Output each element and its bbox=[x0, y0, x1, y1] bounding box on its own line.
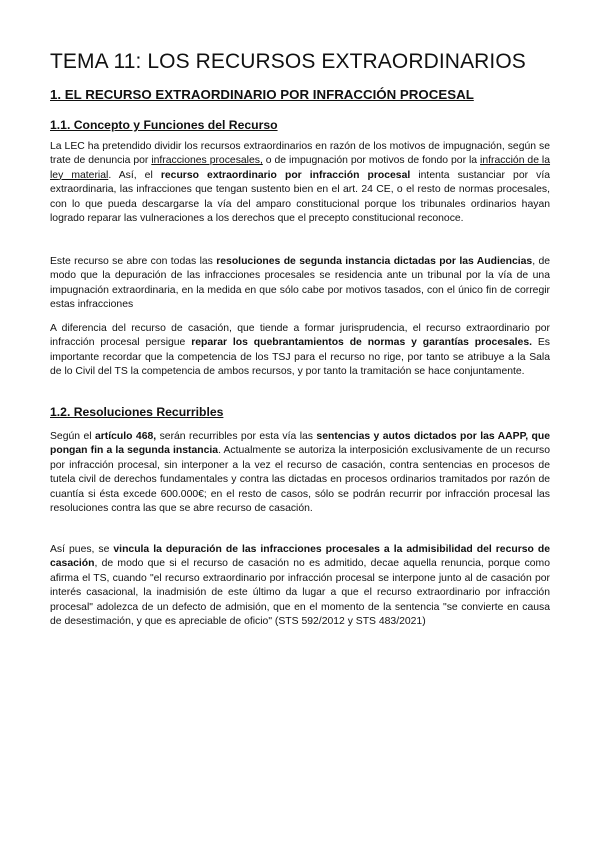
bold-term: reparar los quebrantamientos de normas y garantías procesales. bbox=[191, 337, 532, 349]
bold-term: vincula la depuración de las infracciones procesales a la admisibilidad del recurso de casación bbox=[50, 544, 550, 570]
bold-term: recurso extraordinario por infracción procesal bbox=[160, 169, 411, 181]
paragraph-2: Este recurso se abre con todas las resoluciones de segunda instancia dictadas por las Audiencias, de modo que la depuración de las infracciones procesales se residencia ante un tribunal por la vía de una impugnación extraordinaria, en la medida en que sólo cabe por motivos tasados, con el único fin de corregir estas infracciones bbox=[50, 256, 550, 311]
subsection-1-2-heading: 1.2. Resoluciones Recurribles bbox=[50, 405, 224, 419]
paragraph-5: Así pues, se vincula la depuración de las infracciones procesales a la admisibilidad del recurso de casación, de modo que si el recurso de casación no es admitido, decae aquella renuncia, porque como afirma el TS, cuando "el recurso extraordinario por infracción procesal se interpone junto al de casación por interés casacional, la inadmisión de este último da lugar a que el recurso extraordinario por infracción procesal" adolezca de un defecto de admisión, que en el momento de la sentencia "se convierte en causa de desestimación, y que es apreciable de oficio" (STS 592/2012 y STS 483/2021) bbox=[50, 544, 550, 628]
paragraph-4: Según el artículo 468, serán recurribles por esta vía las sentencias y autos dictados por las AAPP, que pongan fin a la segunda instancia. Actualmente se autoriza la interposición exclusivamente de un recurso por infracción procesal, sin interponer a la vez el recurso de casación, contra sentencias en procesos de tutela civil de derechos fundamentales y contra las dictadas en procesos ordinarios tramitados por razón de cuantía si ésta excede 600.000€; en el resto de casos, sólo se podrán recurrir por infracción procesal las resoluciones contra las que se abre recurso de casación. bbox=[50, 431, 551, 515]
underlined-term: infracción de la ley material bbox=[50, 155, 551, 181]
bold-term: artículo 468, bbox=[94, 431, 157, 442]
document-title: TEMA 11: LOS RECURSOS EXTRAORDINARIOS bbox=[50, 50, 526, 73]
paragraph-1: La LEC ha pretendido dividir los recursos extraordinarios en razón de los motivos de impugnación, según se trate de denuncia por infracciones procesales, o de impugnación por motivos de fondo por la infracción de la ley material. Así, el recurso extraordinario por infracción procesal intenta sustanciar por vía extraordinaria, las infracciones que tengan sustento bien en el art. 24 CE, o el resto de normas procesales, con lo que pueda descargarse la vía del amparo constitucional porque los tribunales ordinarios hayan logrado reparar las vulneraciones a los derechos que el precepto constitucional reconoce. bbox=[50, 141, 551, 225]
subsection-1-1-heading: 1.1. Concepto y Funciones del Recurso bbox=[50, 118, 278, 132]
bold-term: resoluciones de segunda instancia dictadas por las Audiencias bbox=[216, 256, 533, 267]
paragraph-3: A diferencia del recurso de casación, que tiende a formar jurisprudencia, el recurso extraordinario por infracción procesal persigue reparar los quebrantamientos de normas y garantías procesales. Es importante recordar que la competencia de los TSJ para el recurso no rige, por tanto se atribuye a la Sala de lo Civil del TS la competencia de ambos recursos, y por tanto la tramitación se hace conjuntamente. bbox=[50, 323, 550, 378]
underlined-term: infracciones procesales, bbox=[151, 155, 263, 167]
bold-term: sentencias y autos dictados por las AAPP, que pongan fin a la segunda instancia bbox=[50, 431, 550, 457]
section-1-heading: 1. EL RECURSO EXTRAORDINARIO POR INFRACCIÓN PROCESAL bbox=[50, 87, 474, 102]
